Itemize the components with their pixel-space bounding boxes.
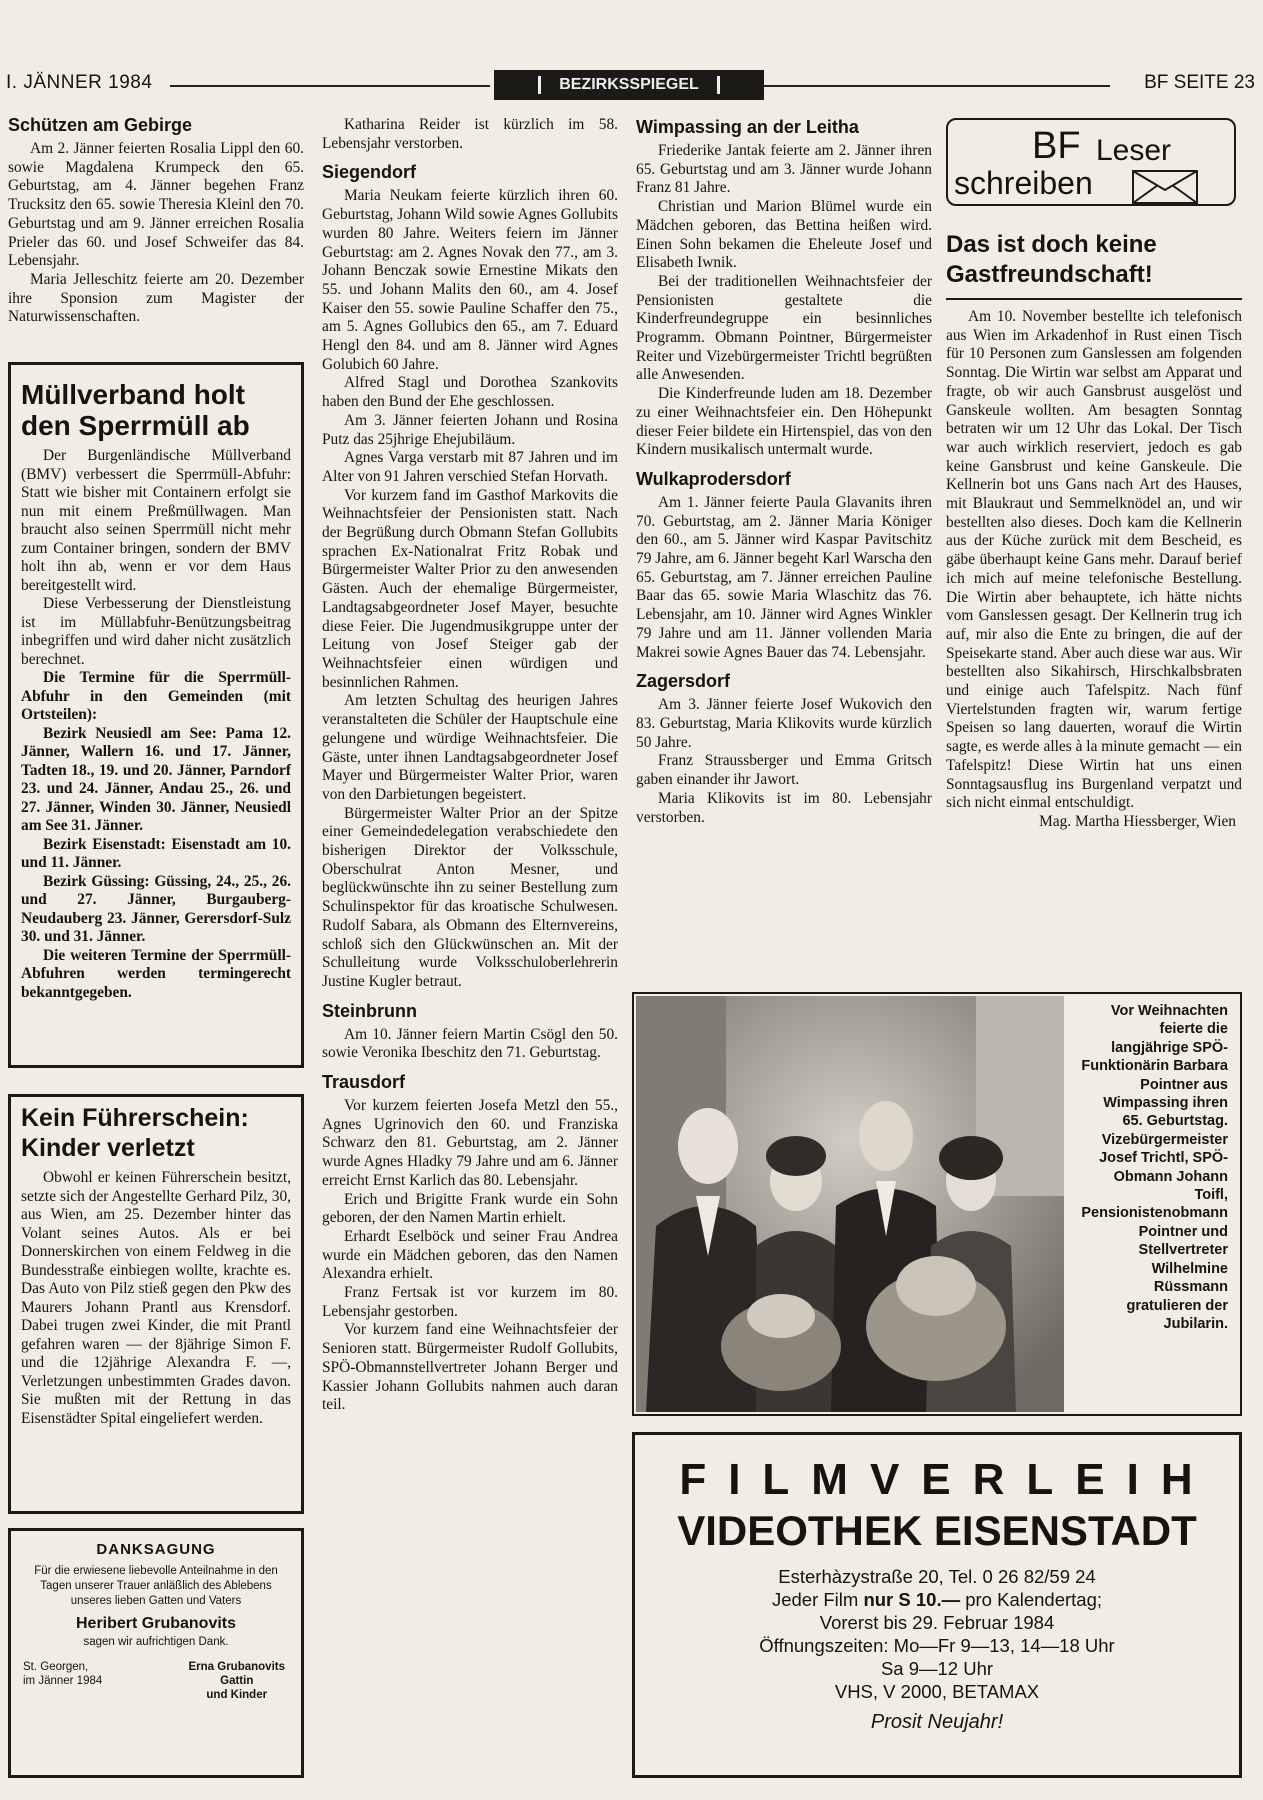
issue-date: I. JÄNNER 1984 bbox=[6, 72, 153, 93]
paragraph: Am 3. Jänner feierten Johann und Rosina Putz das 25jhrige Ehejubiläum. bbox=[322, 411, 618, 448]
article-title: Kein Führerschein: Kinder verletzt bbox=[21, 1104, 249, 1162]
paragraph: Am 1. Jänner feierte Paula Glavanits ihren 70. Geburtstag, am 2. Jänner Maria Königer den 60., am 5. Jänner wird Kaspar Pavitschitz 79 Jahre, am 6. Jänner begeht Karl Warscha den 65. Geburtstag, am 7. Jänner erreichen Pauline Baar das 65. sowie Maria Wlaschitz das 76. Lebensjahr, am 10. Jänner wird Agnes Winkler 79 Jahre und am 11. Jänner vollenden Maria Makrei sowie Agnes Bauer das 74. Lebensjahr. bbox=[636, 493, 932, 661]
paragraph: Maria Jelleschitz feierte am 20. Dezember ihre Sponsion zum Magister der Naturwissenschaften. bbox=[8, 270, 304, 326]
photo-caption: Vor Weihnachten feierte die langjährige SPÖ-Funktionärin Barbara Pointner aus Wimpassing ihren 65. Geburtstag. Vizebürgermeister Josef Trichtl, SPÖ-Obmann Johann Toifl, Pensionistenobmann Pointner und Stellvertreter Wilhelmine Rüssmann gratulieren der Jubilarin. bbox=[1081, 1003, 1228, 1332]
paragraph: Agnes Varga verstarb mit 87 Jahren und im Alter von 91 Jahren verschied Stefan Horvath. bbox=[322, 449, 618, 485]
notice-signers bbox=[189, 1660, 286, 1702]
ad-offer bbox=[635, 1588, 1239, 1611]
article-title: Zagersdorf bbox=[636, 671, 731, 692]
ad-formats: VHS, V 2000, BETAMAX bbox=[834, 1681, 1040, 1702]
ad-saturday-hours: Sa 9—12 Uhr bbox=[880, 1658, 994, 1679]
paragraph: Maria Neukam feierte kürzlich ihren 60. Geburtstag, Johann Wild sowie Agnes Gollubits wurden 80 Jahre. Weiters feiern im Jänner Geburtstag: am 2. Agnes Novak den 77., am 3. Johann Benczak sowie Ernestine Mikats den 55. und Johann Malits den 60., am 4. Josef Kaiser den 55. sowie Pauline Schaffer den 75., am 5. Agnes Gollubics den 65., am 7. Eduard Hengl den 84. und am 8. Jänner wird Agnes Golubich 60 Jahre. bbox=[322, 187, 618, 373]
page-header bbox=[0, 68, 1263, 104]
ad-address: Esterhàzystraße 20, Tel. 0 26 82/59 24 bbox=[778, 1566, 1096, 1587]
paragraph: Am 10. Jänner feiern Martin Csögl den 50. sowie Veronika Ibeschitz den 71. Geburtstag. bbox=[322, 1025, 618, 1062]
article-schuetzen bbox=[8, 114, 304, 327]
article-title: Wimpassing an der Leitha bbox=[636, 117, 859, 137]
ad-greeting: Prosit Neujahr! bbox=[870, 1711, 1004, 1733]
photo-box bbox=[632, 992, 1242, 1416]
paragraph: Am letzten Schultag des heurigen Jahres veranstalteten die Schüler der Hauptschule eine gelungene und würdige Weihnachtsfeier. Die Gäste, unter ihnen Landtagsabgeordneter Josef Mayer und Bürgermeister Walter Prior, waren von den Darbietungen begeistert. bbox=[322, 692, 618, 803]
ad-offer-text: Jeder Film bbox=[771, 1589, 864, 1610]
article-title: Müllverband holt den Sperrmüll ab bbox=[21, 379, 250, 441]
paragraph: Am 3. Jänner feierte Josef Wukovich den 83. Geburtstag, Maria Klikovits wurde kürzlich 50 Jahre. bbox=[636, 696, 932, 751]
paragraph: Am 2. Jänner feierten Rosalia Lippl den 60. sowie Magdalena Krumpeck den 65. Geburtstag, am 4. Jänner begehen Franz Trucksitz den 65. sowie Theresia Kleinl den 70. Geburtstag und am 9. Jänner erreichen Rosalia Prieler das 60. und Josef Schweifer das 84. Lebensjahr. bbox=[8, 140, 304, 270]
notice-date: im Jänner 1984 bbox=[23, 1675, 103, 1687]
paragraph: Bezirk Eisenstadt: Eisenstadt am 10. und 11. Jänner. bbox=[21, 835, 291, 871]
paragraph: Die Kinderfreunde luden am 18. Dezember zu einer Weihnachtsfeier ein. Den Höhepunkt dieser Feier bildete ein Hirtenspiel, das von den Kindern musikalisch untermalt wurde. bbox=[636, 385, 932, 459]
article-title: Schützen am Gebirge bbox=[8, 115, 193, 135]
paragraph: Bürgermeister Walter Prior an der Spitze einer Gemeindedelegation verabschiedete den bisherigen Direktor der Volksschule, Oberschulrat Anton Mesner, und beglückwünschte ihn zu seiner Bestellung zum Schulinspektor für das kroatische Schulwesen. Rudolf Sabara, als Obmann des Elternvereins, schloß sich den Glückwünschen an. Mit der Schulleitung wurde Volksschuloberlehrerin Justine Kugler betraut. bbox=[322, 804, 618, 990]
paragraph: Bei der traditionellen Weihnachtsfeier der Pensionisten gestaltete die Kinderfreundegruppe ein besinnliches Programm. Obmann Pointner, Bürgermeister Reiter und Vizebürgermeister Trichtl begrüßten alle Anwesenden. bbox=[636, 272, 932, 384]
paragraph: Der Burgenländische Müllverband (BMV) verbessert die Sperrmüll-Abfuhr: Statt wie bisher mit Containern erfolgt sie nun mit einem Preßmüllwagen. Man braucht also seinen Sperrmüll nicht mehr zum Container bringen, sondern der BMV holt ihn ab, wenn er vor dem Haus bereitgestellt wird. bbox=[21, 447, 291, 594]
logo-schreiben: schreiben bbox=[954, 165, 1093, 201]
paragraph: Die Termine für die Sperrmüll-Abfuhr in den Gemeinden (mit Ortsteilen): bbox=[21, 669, 291, 723]
article-title: Trausdorf bbox=[322, 1072, 406, 1093]
notice-place-date bbox=[23, 1660, 102, 1688]
paragraph: Bezirk Güssing: Güssing, 24., 25., 26. und 27. Jänner, Burgauberg-Neudauberg 23. Jänner, Gerersdorf-Sulz 30. und 31. Jänner. bbox=[21, 872, 291, 945]
notice-text: Für die erwiesene liebevolle Anteilnahme in den Tagen unserer Trauer anläßlich des Ablebens unseres lieben Gatten und Vaters bbox=[34, 1565, 278, 1607]
letter-body bbox=[946, 308, 1242, 832]
article-fuehrerschein bbox=[8, 1094, 304, 1514]
paragraph: Vor kurzem fand im Gasthof Markovits die Weihnachtsfeier der Pensionisten statt. Nach der Begrüßung durch Obmann Stefan Gollubits sprachen Ex-Nationalrat Fritz Robak und Bürgermeister Walter Prior zu den anwesenden Gästen. Auch der ehemalige Bürgermeister, Landtagsabgeordneter Josef Mayer, besuchte diese Feier. Die Jugendmusikgruppe unter der Leitung von Josef Steiger gab der Weihnachtsfeier einen würdigen und besinnlichen Rahmen. bbox=[322, 486, 618, 691]
paragraph: Maria Klikovits ist im 80. Lebensjahr verstorben. bbox=[636, 789, 932, 826]
ad-valid-until: Vorerst bis 29. Februar 1984 bbox=[819, 1612, 1055, 1633]
celebration-photo bbox=[636, 996, 1064, 1412]
article-muellverband bbox=[8, 362, 304, 1068]
notice-title: DANKSAGUNG bbox=[96, 1541, 216, 1558]
paragraph: Katharina Reider ist kürzlich im 58. Lebensjahr verstorben. bbox=[322, 116, 618, 152]
header-rule bbox=[764, 85, 1110, 87]
videothek-advertisement bbox=[632, 1432, 1242, 1778]
column-2 bbox=[322, 116, 618, 1415]
letter-signature: Mag. Martha Hiessberger, Wien bbox=[1039, 812, 1236, 830]
notice-thanks: sagen wir aufrichtigen Dank. bbox=[83, 1636, 229, 1648]
notice-signer: Erna Grubanovits bbox=[188, 1661, 285, 1673]
paragraph: Erich und Brigitte Frank wurde ein Sohn geboren, der den Namen Martin erhielt. bbox=[322, 1190, 618, 1227]
notice-signer: und Kinder bbox=[206, 1689, 268, 1701]
page-number: BF SEITE 23 bbox=[1144, 72, 1255, 93]
ad-opening-hours: Öffnungszeiten: Mo—Fr 9—13, 14—18 Uhr bbox=[759, 1635, 1115, 1656]
paragraph: Bezirk Neusiedl am See: Pama 12. Jänner, Wallern 16. und 17. Jänner, Tadten 18., 19. und 20. Jänner, Parndorf 23. und 24. Jänner, Andau 25., 26. und 27. Jänner, Winden 30. Jänner, Neusiedl am See 31. Jänner. bbox=[21, 724, 291, 834]
section-label-text: BEZIRKSSPIEGEL bbox=[538, 76, 720, 94]
paragraph: Alfred Stagl und Dorothea Szankovits haben den Bund der Ehe geschlossen. bbox=[322, 374, 618, 411]
article-title: Siegendorf bbox=[322, 162, 417, 183]
header-rule bbox=[170, 85, 490, 87]
column-3 bbox=[636, 116, 932, 827]
letter-title: Das ist doch keine Gastfreundschaft! bbox=[946, 231, 1157, 288]
leser-schreiben-logo bbox=[946, 118, 1238, 208]
section-label bbox=[494, 70, 764, 100]
deceased-name: Heribert Grubanovits bbox=[75, 1615, 237, 1632]
article-title: Wulkaprodersdorf bbox=[636, 468, 791, 489]
paragraph: Christian und Marion Blümel wurde ein Mädchen geboren, das Bettina heißen wird. Einen Sohn bekamen die Eheleute Josef und Elisabeth Iwnik. bbox=[636, 198, 932, 272]
paragraph: Franz Straussberger und Emma Gritsch gaben einander ihr Jawort. bbox=[636, 752, 932, 789]
logo-leser: Leser bbox=[1096, 134, 1172, 167]
paragraph: Obwohl er keinen Führerschein besitzt, setzte sich der Angestellte Gerhard Pilz, 30, aus Wien, am 25. Dezember hinter das Volant seines Autos. Als er bei Donnerskirchen von einem Feldweg in die Bundesstraße einbiegen wollte, krachte es. Das Auto von Pilz stieß gegen den Pkw des Maurers Johann Prantl aus Krensdorf. Dabei trugen zwei Kinder, die mit Prantl gefahren waren — der 8jährige Simon F. und die 12jährige Alexandra F. —, Verletzungen unbestimmten Grades davon. Sie mußten mit der Rettung in das Eisenstädter Spital eingeliefert werden. bbox=[21, 1169, 291, 1427]
paragraph: Am 10. November bestellte ich telefonisch aus Wien im Arkadenhof in Rust einen Tisch für 10 Personen zum Ganslessen am folgenden Sonntag. Die Wirtin war selbst am Apparat und fragte, ob wir auch Gansbrust ausgelöst und Ganskeule wollten. Am besagten Sonntag betraten wir um 12 Uhr das Lokal. Der Tisch war auch wirklich reserviert, jedoch es gab keine Gansbrust und keine Ganskeule. Die Kellnerin bot uns Gans nach Art des Hauses, mit Blaukraut und Semmelknödel an, und wir bestellten also dieses. Doch kam die Kellnerin aus der Küche zurück mit dem Bescheid, es gäbe überhaupt keine Gans mehr. Darauf berief ich mich auf meine telefonische Bestellung. Die Wirtin aber behauptete, ich hätte nichts vom Ganslessen gesagt. Der Kellnerin trug ich auf, mir also die Ente zu bringen, die auf der Speisekarte stand. Aber auch diese war aus. Wir bestellten also Sikahirsch, Hirschkalbsbraten und einige auch Tafelspitz. Nach fünf Viertelstunden fragten wir, warum fertige Speisen so lang dauerten, worauf die Wirtin sagte, es werde alles à la minute gemacht — ein Tafelspitz! Diese Wirtin hat uns einen Sonntagsausflug ins Burgenland verpatzt und sich nicht einmal entschuldigt. bbox=[946, 308, 1242, 812]
envelope-icon bbox=[1132, 170, 1198, 204]
divider bbox=[946, 298, 1242, 300]
ad-price: nur S 10.— bbox=[863, 1589, 961, 1610]
paragraph: Friederike Jantak feierte am 2. Jänner ihren 65. Geburtstag und am 3. Jänner wurde Johann Franz 81 Jahre. bbox=[636, 142, 932, 197]
notice-signer: Gattin bbox=[220, 1675, 254, 1687]
paragraph: Die weiteren Termine der Sperrmüll-Abfuhren werden termingerecht bekanntgegeben. bbox=[21, 946, 291, 1001]
notice-footer bbox=[21, 1656, 291, 1716]
obituary-notice bbox=[8, 1528, 304, 1778]
paragraph: Erhardt Eselböck und seiner Frau Andrea wurde ein Mädchen geboren, das den Namen Alexandra erhielt. bbox=[322, 1227, 618, 1283]
ad-headline: FILMVERLEIH bbox=[679, 1455, 1215, 1504]
paragraph: Vor kurzem feierten Josefa Metzl den 55., Agnes Ugrinovich den 60. und Franziska Schwarz den 81. Geburtstag, am 2. Jänner wurde Agnes Hladky 79 Jahre und am 6. Jänner erreicht Ernst Karlich das 80. Lebensjahr. bbox=[322, 1097, 618, 1189]
ad-offer-text: pro Kalendertag; bbox=[960, 1589, 1103, 1610]
logo-bf: BF bbox=[1028, 126, 1085, 166]
paragraph: Vor kurzem fand eine Weihnachtsfeier der Senioren statt. Bürgermeister Rudolf Gollubits, SPÖ-Obmannstellvertreter Johann Berger und Kassier Johann Gollubits nahmen auch daran teil. bbox=[322, 1321, 618, 1414]
notice-place: St. Georgen, bbox=[23, 1661, 89, 1673]
paragraph: Franz Fertsak ist vor kurzem im 80. Lebensjahr gestorben. bbox=[322, 1284, 618, 1320]
photo-image bbox=[636, 996, 1064, 1412]
paragraph: Diese Verbesserung der Dienstleistung ist im Müllabfuhr-Benützungsbeitrag inbegriffen und wird daher nicht zusätzlich berechnet. bbox=[21, 595, 291, 668]
article-title: Steinbrunn bbox=[322, 1000, 417, 1021]
ad-business-name: VIDEOTHEK EISENSTADT bbox=[677, 1507, 1197, 1554]
